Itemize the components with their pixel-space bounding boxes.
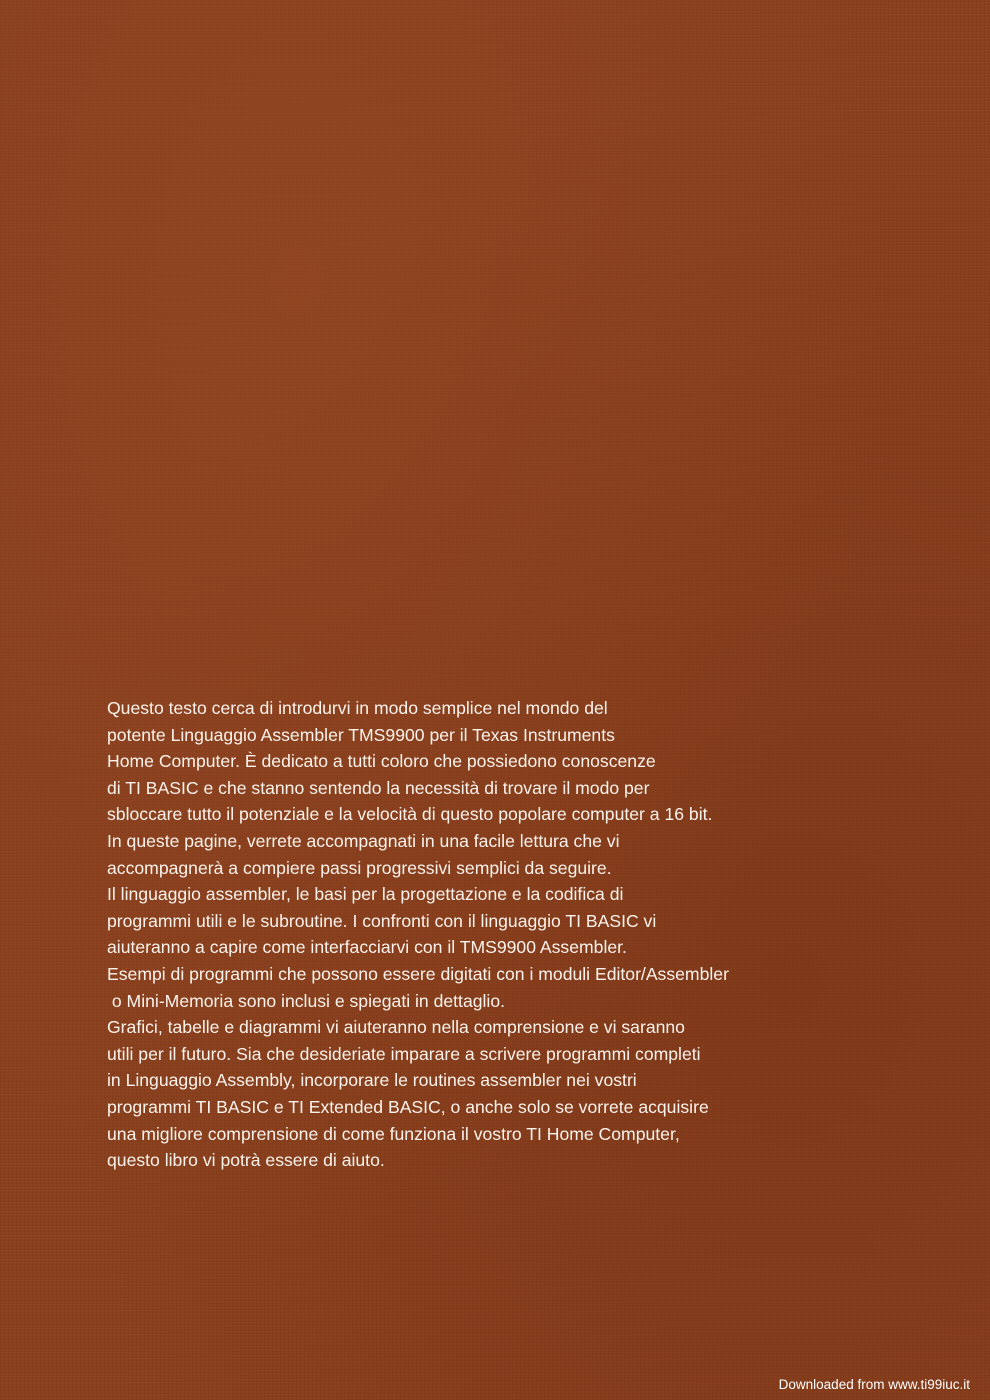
blurb-line: aiuteranno a capire come interfacciarvi con il TMS9900 Assembler. (107, 937, 627, 958)
blurb-line: potente Linguaggio Assembler TMS9900 per il Texas Instruments (107, 724, 615, 745)
blurb-line: Home Computer. È dedicato a tutti coloro che possiedono conoscenze (107, 751, 656, 772)
blurb-line: o Mini-Memoria sono inclusi e spiegati in dettaglio. (107, 990, 506, 1011)
blurb-line: Il linguaggio assembler, le basi per la progettazione e la codifica di (107, 884, 624, 905)
blurb-line: Grafici, tabelle e diagrammi vi aiuteranno nella comprensione e vi saranno (107, 1017, 685, 1038)
blurb-line: programmi TI BASIC e TI Extended BASIC, o anche solo se vorrete acquisire (107, 1096, 709, 1117)
blurb-line: in Linguaggio Assembly, incorporare le routines assembler nei vostri (107, 1070, 637, 1091)
blurb-line: utili per il futuro. Sia che desideriate imparare a scrivere programmi completi (107, 1043, 701, 1064)
download-credit: Downloaded from www.ti99iuc.it (778, 1377, 970, 1392)
blurb-line: In queste pagine, verrete accompagnati in una facile lettura che vi (107, 830, 620, 851)
back-cover-blurb (107, 695, 907, 1174)
blurb-line: sbloccare tutto il potenziale e la velocità di questo popolare computer a 16 bit. (107, 804, 713, 825)
blurb-line: programmi utili e le subroutine. I confronti con il linguaggio TI BASIC vi (107, 910, 657, 931)
blurb-line: una migliore comprensione di come funziona il vostro TI Home Computer, (107, 1123, 680, 1144)
blurb-line: Questo testo cerca di introdurvi in modo semplice nel mondo del (107, 698, 608, 718)
blurb-line: accompagnerà a compiere passi progressivi semplici da seguire. (107, 857, 612, 878)
blurb-line: di TI BASIC e che stanno sentendo la necessità di trovare il modo per (107, 777, 650, 798)
blurb-line: Esempi di programmi che possono essere digitati con i moduli Editor/Assembler (107, 963, 729, 984)
blurb-line: questo libro vi potrà essere di aiuto. (107, 1150, 385, 1171)
